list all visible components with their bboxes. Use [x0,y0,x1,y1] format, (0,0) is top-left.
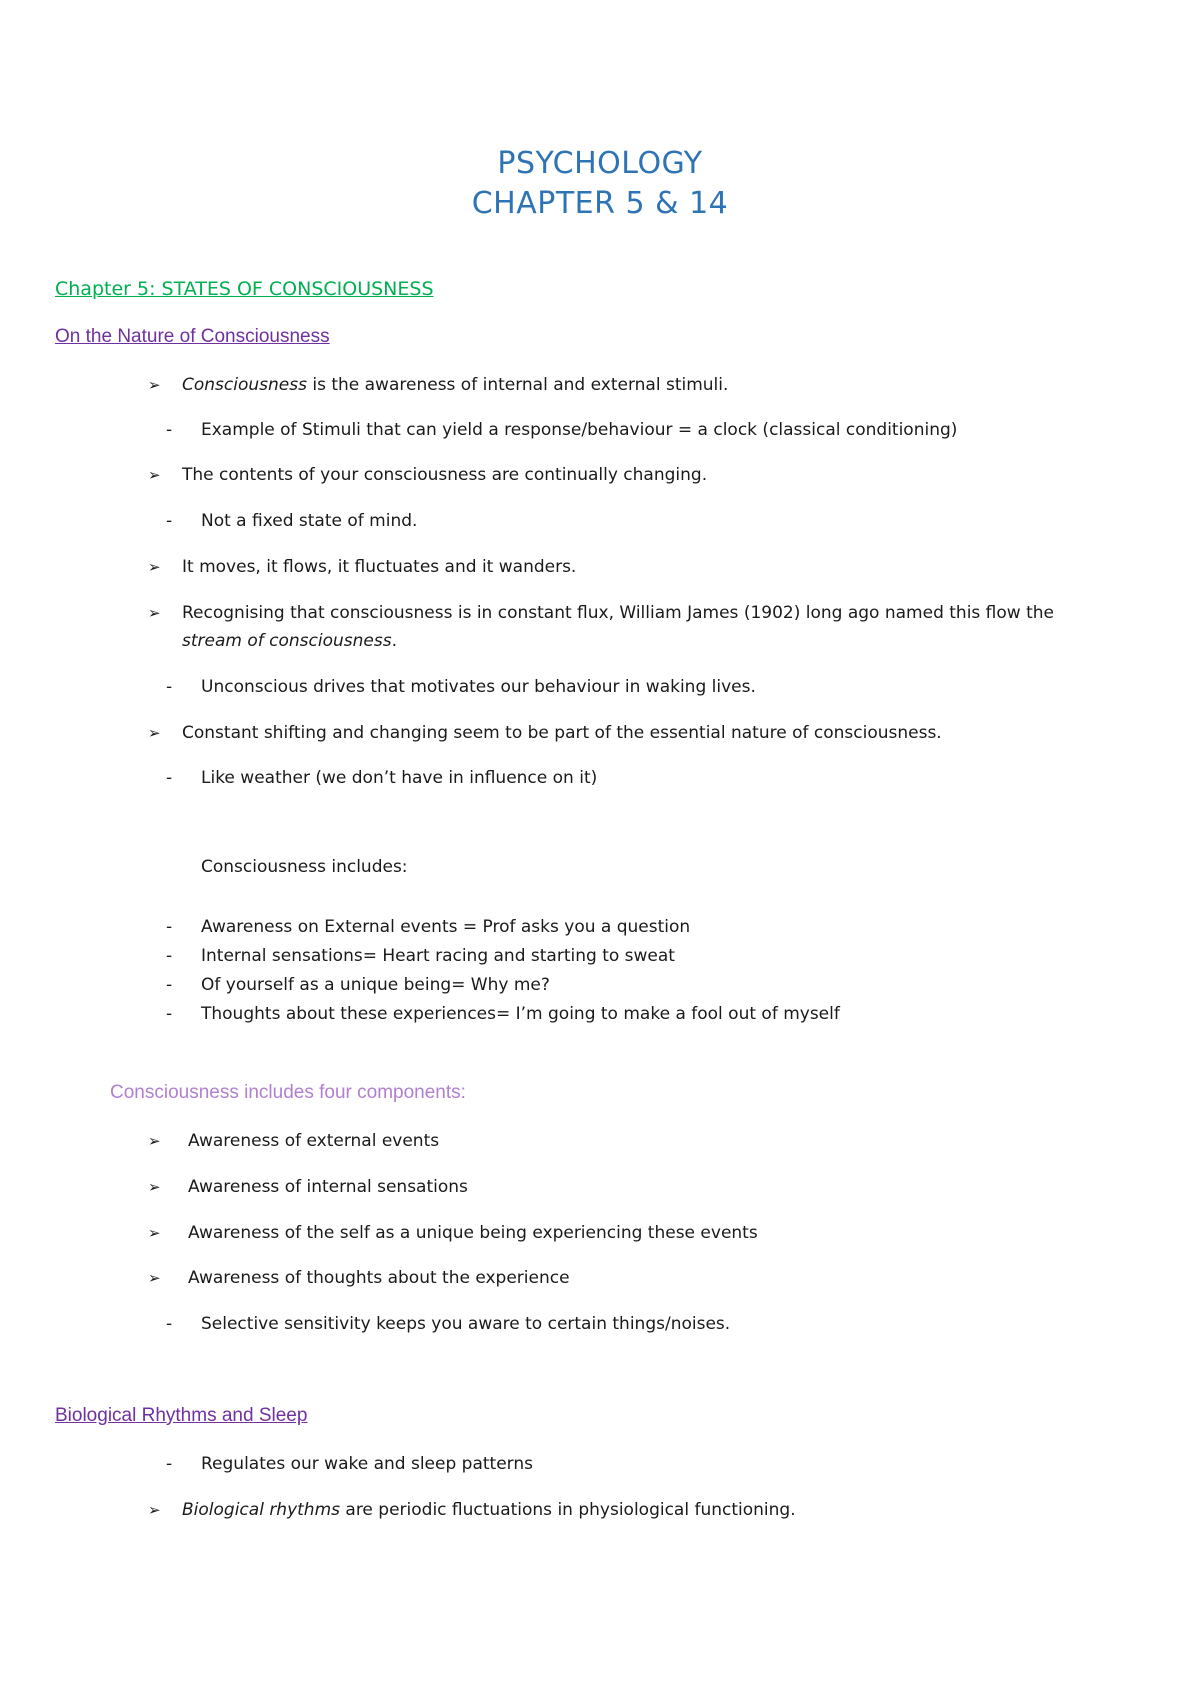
bullet-item: Recognising that consciousness is in constant flux, William James (1902) long ago named this flow the [182,603,1054,623]
italic-term: Biological rhythms [182,1500,340,1520]
sub-item: Unconscious drives that motivates our behaviour in waking lives. [201,677,756,697]
dash-bullet-icon: - [166,768,173,788]
sub-item: Selective sensitivity keeps you aware to certain things/noises. [201,1314,731,1334]
component-item: Awareness of internal sensations [188,1177,468,1197]
dash-bullet-icon: - [166,677,173,697]
component-item: Awareness of thoughts about the experience [188,1268,570,1288]
arrow-bullet-icon: ➢ [148,724,161,742]
arrow-bullet-icon: ➢ [148,1224,161,1242]
italic-term: stream of consciousness [182,631,392,651]
dash-bullet-icon: - [166,1454,173,1474]
section-subheading: On the Nature of Consciousness [55,326,330,347]
arrow-bullet-icon: ➢ [148,558,161,576]
arrow-bullet-icon: ➢ [148,1501,161,1519]
chapter-heading: Chapter 5: STATES OF CONSCIOUSNESS [55,278,434,300]
arrow-bullet-icon: ➢ [148,466,161,484]
includes-label: Consciousness includes: [201,857,408,877]
arrow-bullet-icon: ➢ [148,1132,161,1150]
arrow-bullet-icon: ➢ [148,376,161,394]
sub-item: Not a fixed state of mind. [201,511,418,531]
bullet-text: . [391,631,397,651]
arrow-bullet-icon: ➢ [148,1178,161,1196]
includes-item: Awareness on External events = Prof asks you a question [201,917,691,937]
components-heading: Consciousness includes four components: [110,1082,466,1103]
bullet-item: It moves, it flows, it fluctuates and it wanders. [182,557,577,577]
dash-bullet-icon: - [166,975,173,995]
sub-item: Example of Stimuli that can yield a response/behaviour = a clock (classical conditioning) [201,420,958,440]
bullet-item: The contents of your consciousness are continually changing. [182,465,708,485]
dash-bullet-icon: - [166,946,173,966]
bullet-item: Constant shifting and changing seem to be part of the essential nature of consciousness. [182,723,942,743]
component-item: Awareness of external events [188,1131,440,1151]
sub-item: Like weather (we don’t have in influence on it) [201,768,598,788]
includes-item: Internal sensations= Heart racing and starting to sweat [201,946,675,966]
italic-term: Consciousness [182,375,307,395]
arrow-bullet-icon: ➢ [148,604,161,622]
includes-item: Of yourself as a unique being= Why me? [201,975,550,995]
sub-item: Regulates our wake and sleep patterns [201,1454,533,1474]
includes-item: Thoughts about these experiences= I’m going to make a fool out of myself [201,1004,840,1024]
dash-bullet-icon: - [166,420,173,440]
bullet-text: is the awareness of internal and external stimuli. [306,375,729,395]
bullet-item-continuation [182,630,397,652]
dash-bullet-icon: - [166,1314,173,1334]
section-heading-biological-rhythms: Biological Rhythms and Sleep [55,1405,308,1426]
document-title-line1: PSYCHOLOGY [497,146,703,181]
arrow-bullet-icon: ➢ [148,1269,161,1287]
document-title-line2: CHAPTER 5 & 14 [471,186,729,221]
bullet-item [182,374,728,396]
dash-bullet-icon: - [166,917,173,937]
bullet-item [182,1499,796,1521]
bullet-text: are periodic fluctuations in physiological functioning. [340,1500,796,1520]
dash-bullet-icon: - [166,511,173,531]
component-item: Awareness of the self as a unique being experiencing these events [188,1223,758,1243]
dash-bullet-icon: - [166,1004,173,1024]
